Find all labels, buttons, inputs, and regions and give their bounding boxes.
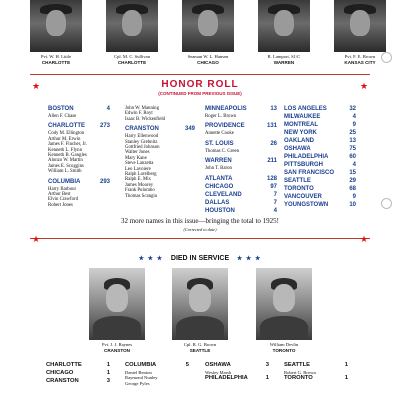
city-name: MILWAUKEE — [284, 114, 321, 120]
city-count: 32 — [349, 106, 356, 112]
portrait-caption — [249, 54, 319, 66]
city-heading — [284, 162, 356, 170]
city-count: 3 — [106, 378, 110, 384]
city-name: YOUNGSTOWN — [284, 202, 329, 208]
city-name: CHARLOTTE — [46, 362, 82, 368]
city-heading — [284, 154, 356, 162]
city-count: 1 — [106, 370, 110, 376]
portrait-caption — [97, 54, 167, 66]
memorial-city: SEATTLE — [189, 348, 211, 353]
city-count: 13 — [270, 106, 277, 112]
city-name: TORONTO — [284, 186, 314, 192]
city-heading — [284, 106, 356, 114]
city-name: COLUMBIA — [48, 178, 81, 185]
city-heading — [284, 186, 356, 194]
city-name: CRANSTON — [46, 378, 79, 384]
honor-roll-summary: 32 more names in this issue—bringing the total to 1925! — [120, 217, 280, 225]
city-name: HOUSTON — [205, 207, 235, 214]
city-heading — [284, 178, 356, 186]
honoree-name: Edwin F. Royt — [125, 111, 153, 117]
face-shape — [274, 10, 294, 36]
spacer — [125, 199, 195, 203]
city-count: 97 — [270, 183, 277, 190]
honoree-name: Kenneth B. Gangles — [48, 153, 87, 159]
top-portrait-strip — [22, 0, 378, 72]
honoree-name: Thomas Scangio — [125, 193, 158, 199]
city-count: 4 — [273, 207, 277, 214]
memorial-list-name: Wesley Marsh — [205, 370, 232, 375]
soldier-portrait — [106, 0, 158, 52]
city-name: SAN FRANCISCO — [284, 170, 335, 176]
city-heading — [205, 362, 269, 370]
city-count: 4 — [352, 114, 356, 120]
city-count: 9 — [352, 122, 356, 128]
uniform-shape — [260, 316, 308, 340]
died-column — [284, 362, 348, 383]
city-count: 75 — [349, 146, 356, 152]
city-heading — [205, 184, 277, 192]
memorial-caption — [244, 342, 324, 354]
city-heading — [205, 141, 277, 149]
honoree-name: Harry Ellenwood — [125, 134, 159, 140]
city-count: 29 — [349, 178, 356, 184]
binder-hole — [381, 198, 392, 209]
city-name: PHILADELPHIA — [284, 154, 329, 160]
spacer — [48, 208, 110, 212]
city-name: NEW YORK — [284, 130, 317, 136]
memorial-caption — [160, 342, 240, 354]
city-count: 25 — [349, 130, 356, 136]
city-name: MONTREAL — [284, 122, 318, 128]
honoree-name: Mary Kane — [125, 155, 147, 161]
face-shape — [273, 284, 295, 312]
portrait-caption — [173, 54, 243, 66]
uniform-shape — [93, 316, 141, 340]
city-count: 15 — [349, 170, 356, 176]
honoree-name: Roger L. Brown — [205, 114, 237, 119]
city-name: MINNEAPOLIS — [205, 106, 247, 112]
memorial-name: Pvt. J. J. Baynes — [101, 342, 133, 347]
honor-column-3 — [205, 106, 277, 216]
memorial-portrait — [89, 268, 145, 340]
honoree-name: Ralph Lorelberg — [125, 172, 157, 178]
honor-column-4 — [284, 106, 356, 210]
city-name: ST. LOUIS — [205, 140, 234, 147]
city-count: 1 — [344, 362, 348, 368]
memorial-name: Cpl. R. G. Brown — [183, 342, 217, 347]
star-icon: ★ — [360, 81, 369, 91]
city-count: 273 — [99, 123, 110, 130]
city-count: 349 — [184, 126, 195, 133]
honoree-name: Walter Jones — [125, 150, 150, 156]
city-count: 3 — [265, 362, 269, 368]
city-count: 4 — [352, 162, 356, 168]
city-name: CHICAGO — [205, 183, 234, 190]
soldier-portrait — [258, 0, 310, 52]
face-shape — [198, 10, 218, 36]
honoree-name: Stanley Grebnitz — [125, 139, 158, 145]
died-in-service-heading — [0, 255, 400, 262]
city-heading — [205, 192, 277, 200]
honoree-name: Kenneth L. Flynn — [48, 147, 82, 153]
portrait-name: Cpl. M. C. Sullivan — [114, 54, 150, 59]
honoree-name: John W. Manning — [125, 106, 159, 111]
city-heading — [125, 362, 189, 370]
memorial-caption — [77, 342, 157, 354]
city-name: CHICAGO — [46, 370, 74, 376]
city-count: 10 — [349, 202, 356, 208]
city-heading — [48, 179, 110, 187]
honoree-name: Arthur M. Erwin — [48, 136, 81, 142]
binder-hole — [381, 52, 392, 63]
soldier-portrait — [30, 0, 82, 52]
honoree-name: Robert Jones — [48, 202, 73, 208]
city-name: OSHAWA — [205, 362, 231, 368]
soldier-portrait — [182, 0, 234, 52]
memorial-list-name: Daniel Benton — [125, 370, 152, 375]
city-count: 13 — [349, 138, 356, 144]
city-heading — [48, 123, 110, 131]
star-icon: ★ — [32, 81, 41, 91]
city-name: WARREN — [205, 158, 232, 165]
city-name: PITTSBURGH — [284, 162, 323, 168]
face-shape — [106, 284, 128, 312]
city-heading — [205, 158, 277, 166]
memorial-list-name: Raymond Nunley — [125, 375, 158, 381]
city-heading — [284, 375, 348, 383]
portrait-name: Pvt. W. H. Little — [40, 54, 72, 59]
face-shape — [350, 10, 370, 36]
portrait-city: WARREN — [273, 60, 295, 65]
city-name: CLEVELAND — [205, 191, 242, 198]
city-name: PHILADELPHIA — [205, 375, 248, 382]
middle-rule — [30, 238, 370, 239]
city-name: TORONTO — [284, 375, 313, 382]
honoree-name: Annette Cooke — [205, 131, 234, 137]
city-name: SEATTLE — [284, 178, 311, 184]
honoree-name: John T. Baron — [205, 166, 232, 172]
city-name: BOSTON — [48, 106, 74, 112]
city-count: 1 — [265, 375, 269, 382]
soldier-portrait — [334, 0, 386, 52]
city-heading — [284, 170, 356, 178]
city-heading — [48, 106, 110, 114]
portrait-city: CHICAGO — [197, 60, 219, 65]
city-heading — [284, 138, 356, 146]
honoree-name: Leo Lavoiere — [125, 166, 151, 172]
star-icon: ★ — [32, 234, 41, 244]
city-name: VANCOUVER — [284, 194, 322, 200]
city-count: 68 — [349, 186, 356, 192]
memorial-list-name: George Pyles — [125, 380, 150, 386]
honoree-name: William L. Smith — [48, 169, 82, 175]
died-column — [46, 362, 110, 386]
memorial-city: TORONTO — [272, 348, 296, 353]
portrait-name: Seaman W. L. Hansen — [187, 54, 229, 59]
city-name: SEATTLE — [284, 362, 310, 368]
honoree-name: Harry Barbour — [48, 186, 77, 192]
honor-roll-title: HONOR ROLL — [161, 79, 239, 90]
honoree-name: Elvin Crawford — [48, 197, 78, 203]
portrait-city: KANSAS CITY — [344, 60, 376, 65]
city-name: PROVIDENCE — [205, 123, 245, 130]
honor-column-2 — [125, 106, 195, 203]
city-count: 5 — [185, 362, 189, 368]
face-shape — [46, 10, 66, 36]
city-count: 26 — [270, 140, 277, 147]
city-count: 9 — [352, 194, 356, 200]
honoree-name: James E. Scoggins — [48, 163, 84, 169]
city-heading — [46, 362, 110, 370]
died-column — [125, 362, 189, 386]
city-count: 4 — [106, 106, 110, 112]
honoree-name: Frank Pulombo — [125, 188, 155, 194]
uniform-shape — [176, 316, 224, 340]
city-name: CHARLOTTE — [48, 123, 85, 130]
city-name: COLUMBIA — [125, 362, 157, 368]
memorial-list-name: Robert G. Brown — [284, 370, 316, 375]
star-icon: ★ — [360, 234, 369, 244]
memorial-portrait — [172, 268, 228, 340]
city-heading — [46, 370, 110, 378]
city-count: 128 — [266, 175, 277, 182]
city-heading — [125, 126, 195, 134]
honor-roll-summary-note: (Corrected to date) — [183, 227, 217, 232]
honoree-name: Ralph E. Mix — [125, 177, 151, 183]
face-shape — [189, 284, 211, 312]
city-count: 7 — [273, 199, 277, 206]
city-heading — [205, 208, 277, 216]
city-name: OAKLAND — [284, 138, 314, 144]
portrait-caption — [21, 54, 91, 66]
city-name: OSHAWA — [284, 146, 311, 152]
city-name: LOS ANGELES — [284, 106, 327, 112]
city-heading — [205, 176, 277, 184]
honor-column-1 — [48, 106, 110, 212]
honoree-name: James F. Fincher, Jr. — [48, 142, 87, 148]
honoree-name: Isaac B. Wickenfield — [125, 116, 166, 122]
honor-roll-subtitle: (CONTINUED FROM PREVIOUS ISSUE) — [158, 91, 242, 96]
portrait-name: R. Lamport, S1/C — [267, 54, 301, 59]
portrait-city: CHARLOTTE — [41, 60, 71, 65]
city-count: 1 — [344, 375, 348, 382]
portrait-name: Pvt. F. E. Brown — [344, 54, 376, 59]
city-name: CRANSTON — [125, 126, 159, 133]
stars-icon: ★ ★ ★ — [138, 256, 164, 262]
honoree-name: Steve Lanzetta — [125, 161, 154, 167]
honoree-name: Allen F. Chase — [48, 114, 77, 119]
honoree-name: Thomas C. Green — [205, 148, 239, 154]
top-rule — [30, 74, 370, 75]
city-heading — [205, 375, 269, 383]
died-in-service-title: DIED IN SERVICE — [170, 255, 230, 262]
city-name: DALLAS — [205, 199, 230, 206]
city-heading — [205, 200, 277, 208]
city-heading — [46, 378, 110, 386]
stars-icon: ★ ★ ★ — [236, 256, 262, 262]
city-heading — [205, 106, 277, 114]
portrait-city: CHARLOTTE — [117, 60, 147, 65]
honoree-name: Arthur Best — [48, 192, 71, 198]
city-count: 211 — [267, 158, 277, 165]
city-name: ATLANTA — [205, 175, 233, 182]
honoree-name: James Moorey — [125, 182, 154, 188]
city-count: 1 — [106, 362, 110, 368]
city-heading — [284, 202, 356, 210]
memorial-portrait — [256, 268, 312, 340]
city-count: 131 — [266, 123, 277, 130]
city-count: 60 — [349, 154, 356, 160]
city-count: 7 — [273, 191, 277, 198]
died-column — [205, 362, 269, 383]
honoree-name: Alonzo W. Martin — [48, 158, 83, 164]
honoree-name: Gottfried Johnson — [125, 145, 160, 151]
city-heading — [284, 146, 356, 154]
city-count: 293 — [99, 178, 110, 185]
memorial-city: CRANSTON — [104, 348, 130, 353]
honoree-name: Cody M. Ellington — [48, 131, 85, 137]
city-heading — [284, 130, 356, 138]
face-shape — [122, 10, 142, 36]
city-heading — [284, 114, 356, 122]
city-heading — [284, 362, 348, 370]
memorial-name: William Devlin — [269, 342, 299, 347]
city-heading — [284, 122, 356, 130]
city-heading — [205, 123, 277, 131]
city-heading — [284, 194, 356, 202]
